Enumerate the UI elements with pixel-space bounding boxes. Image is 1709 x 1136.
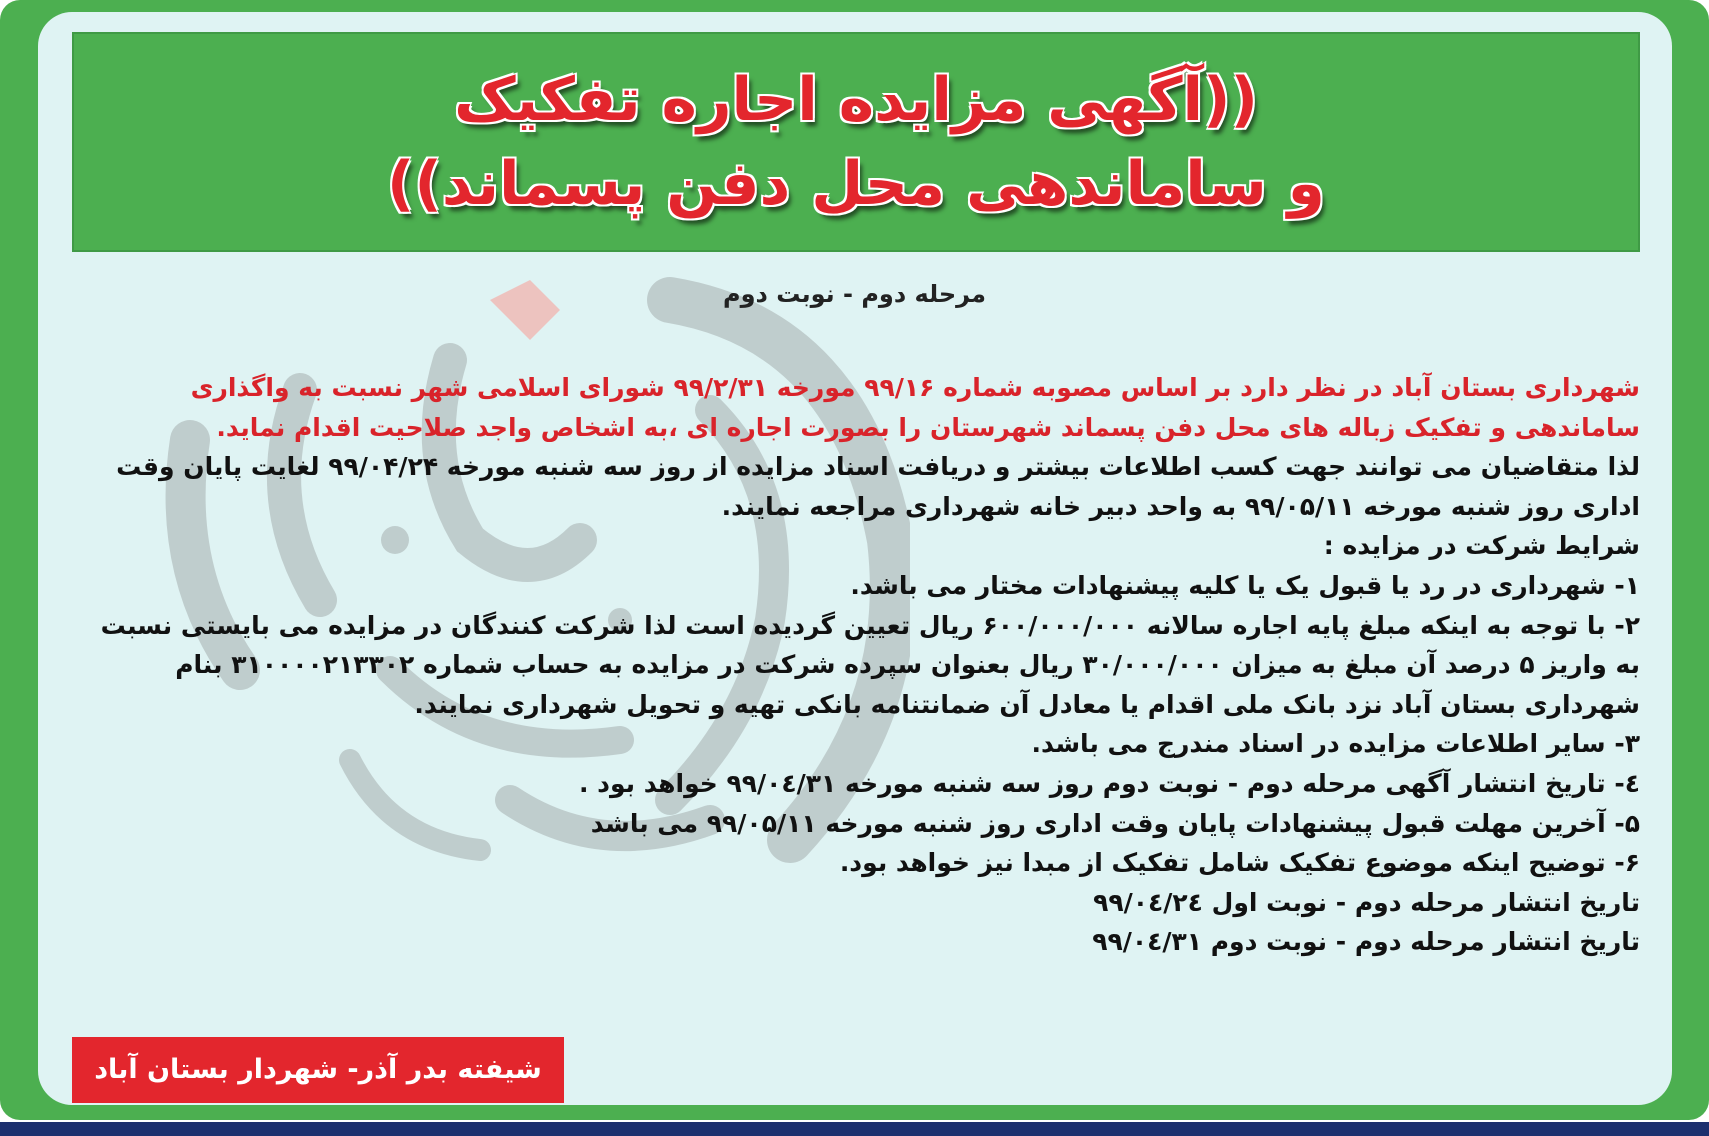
condition-item-6: ۶- توضیح اینکه موضوع تفکیک شامل تفکیک از مبدا نیز خواهد بود. — [839, 848, 1640, 878]
notice-body — [72, 368, 1640, 962]
publication-date-1: تاریخ انتشار مرحله دوم - نوبت اول ۹۹/۰٤/۲٤ — [1093, 887, 1640, 917]
condition-item-3: ۳- سایر اطلاعات مزایده در اسناد مندرج می باشد. — [1031, 729, 1640, 759]
condition-item-1: ۱- شهرداری در رد یا قبول یک یا کلیه پیشنهادات مختار می باشد. — [850, 570, 1640, 600]
condition-item-5: ۵- آخرین مهلت قبول پیشنهادات پایان وقت اداری روز شنبه مورخه ۹۹/۰۵/۱۱ می باشد — [590, 808, 1640, 838]
conditions-title: شرایط شرکت در مزایده : — [1323, 531, 1640, 561]
signature-box: شیفته بدر آذر- شهردار بستان آباد — [72, 1037, 564, 1103]
publication-date-2: تاریخ انتشار مرحله دوم - نوبت دوم ۹۹/۰٤/۳۱ — [1092, 927, 1640, 957]
intro-paragraph: شهرداری بستان آباد در نظر دارد بر اساس مصوبه شماره ۹۹/۱۶ مورخه ۹۹/۲/۳۱ شورای اسلامی شهر نسبت به واگذاری ساماندهی و تفکیک زباله های محل دفن پسماند شهرستان را بصورت اجاره ای ،به اشخاص واجد صلاحیت اقدام نماید. — [190, 373, 1640, 442]
title-line-1: ((آگهی مزایده اجاره تفکیک — [454, 65, 1258, 135]
notice-title — [72, 58, 1640, 226]
condition-item-4: ٤- تاریخ انتشار آگهی مرحله دوم - نوبت دوم روز سه شنبه مورخه ۹۹/۰٤/۳۱ خواهد بود . — [578, 768, 1640, 798]
applicants-paragraph: لذا متقاضیان می توانند جهت کسب اطلاعات بیشتر و دریافت اسناد مزایده از روز سه شنبه مورخه ۹۹/۰۴/۲۴ لغایت پایان وقت اداری روز شنبه مورخه ۹۹/۰۵/۱۱ به واحد دبیر خانه شهرداری مراجعه نمایند. — [116, 452, 1640, 521]
bottom-band — [0, 1122, 1709, 1136]
title-line-2: و ساماندهی محل دفن پسماند)) — [387, 149, 1325, 219]
stage-subtitle: مرحله دوم - نوبت دوم — [723, 280, 986, 308]
header-banner — [72, 32, 1640, 252]
condition-item-2: ۲- با توجه به اینکه مبلغ پایه اجاره سالانه ۶۰۰/۰۰۰/۰۰۰ ریال تعیین گردیده است لذا شرکت کنندگان در مزایده می بایستی نسبت به واریز ۵ درصد آن مبلغ به میزان ۳۰/۰۰۰/۰۰۰ ریال بعنوان سپرده شرکت در مزایده به حساب شماره ۳۱۰۰۰۰۲۱۳۳۰۲ بنام شهرداری بستان آباد نزد بانک ملی اقدام یا معادل آن ضمانتنامه بانکی تهیه و تحویل شهرداری نمایند. — [100, 610, 1640, 719]
